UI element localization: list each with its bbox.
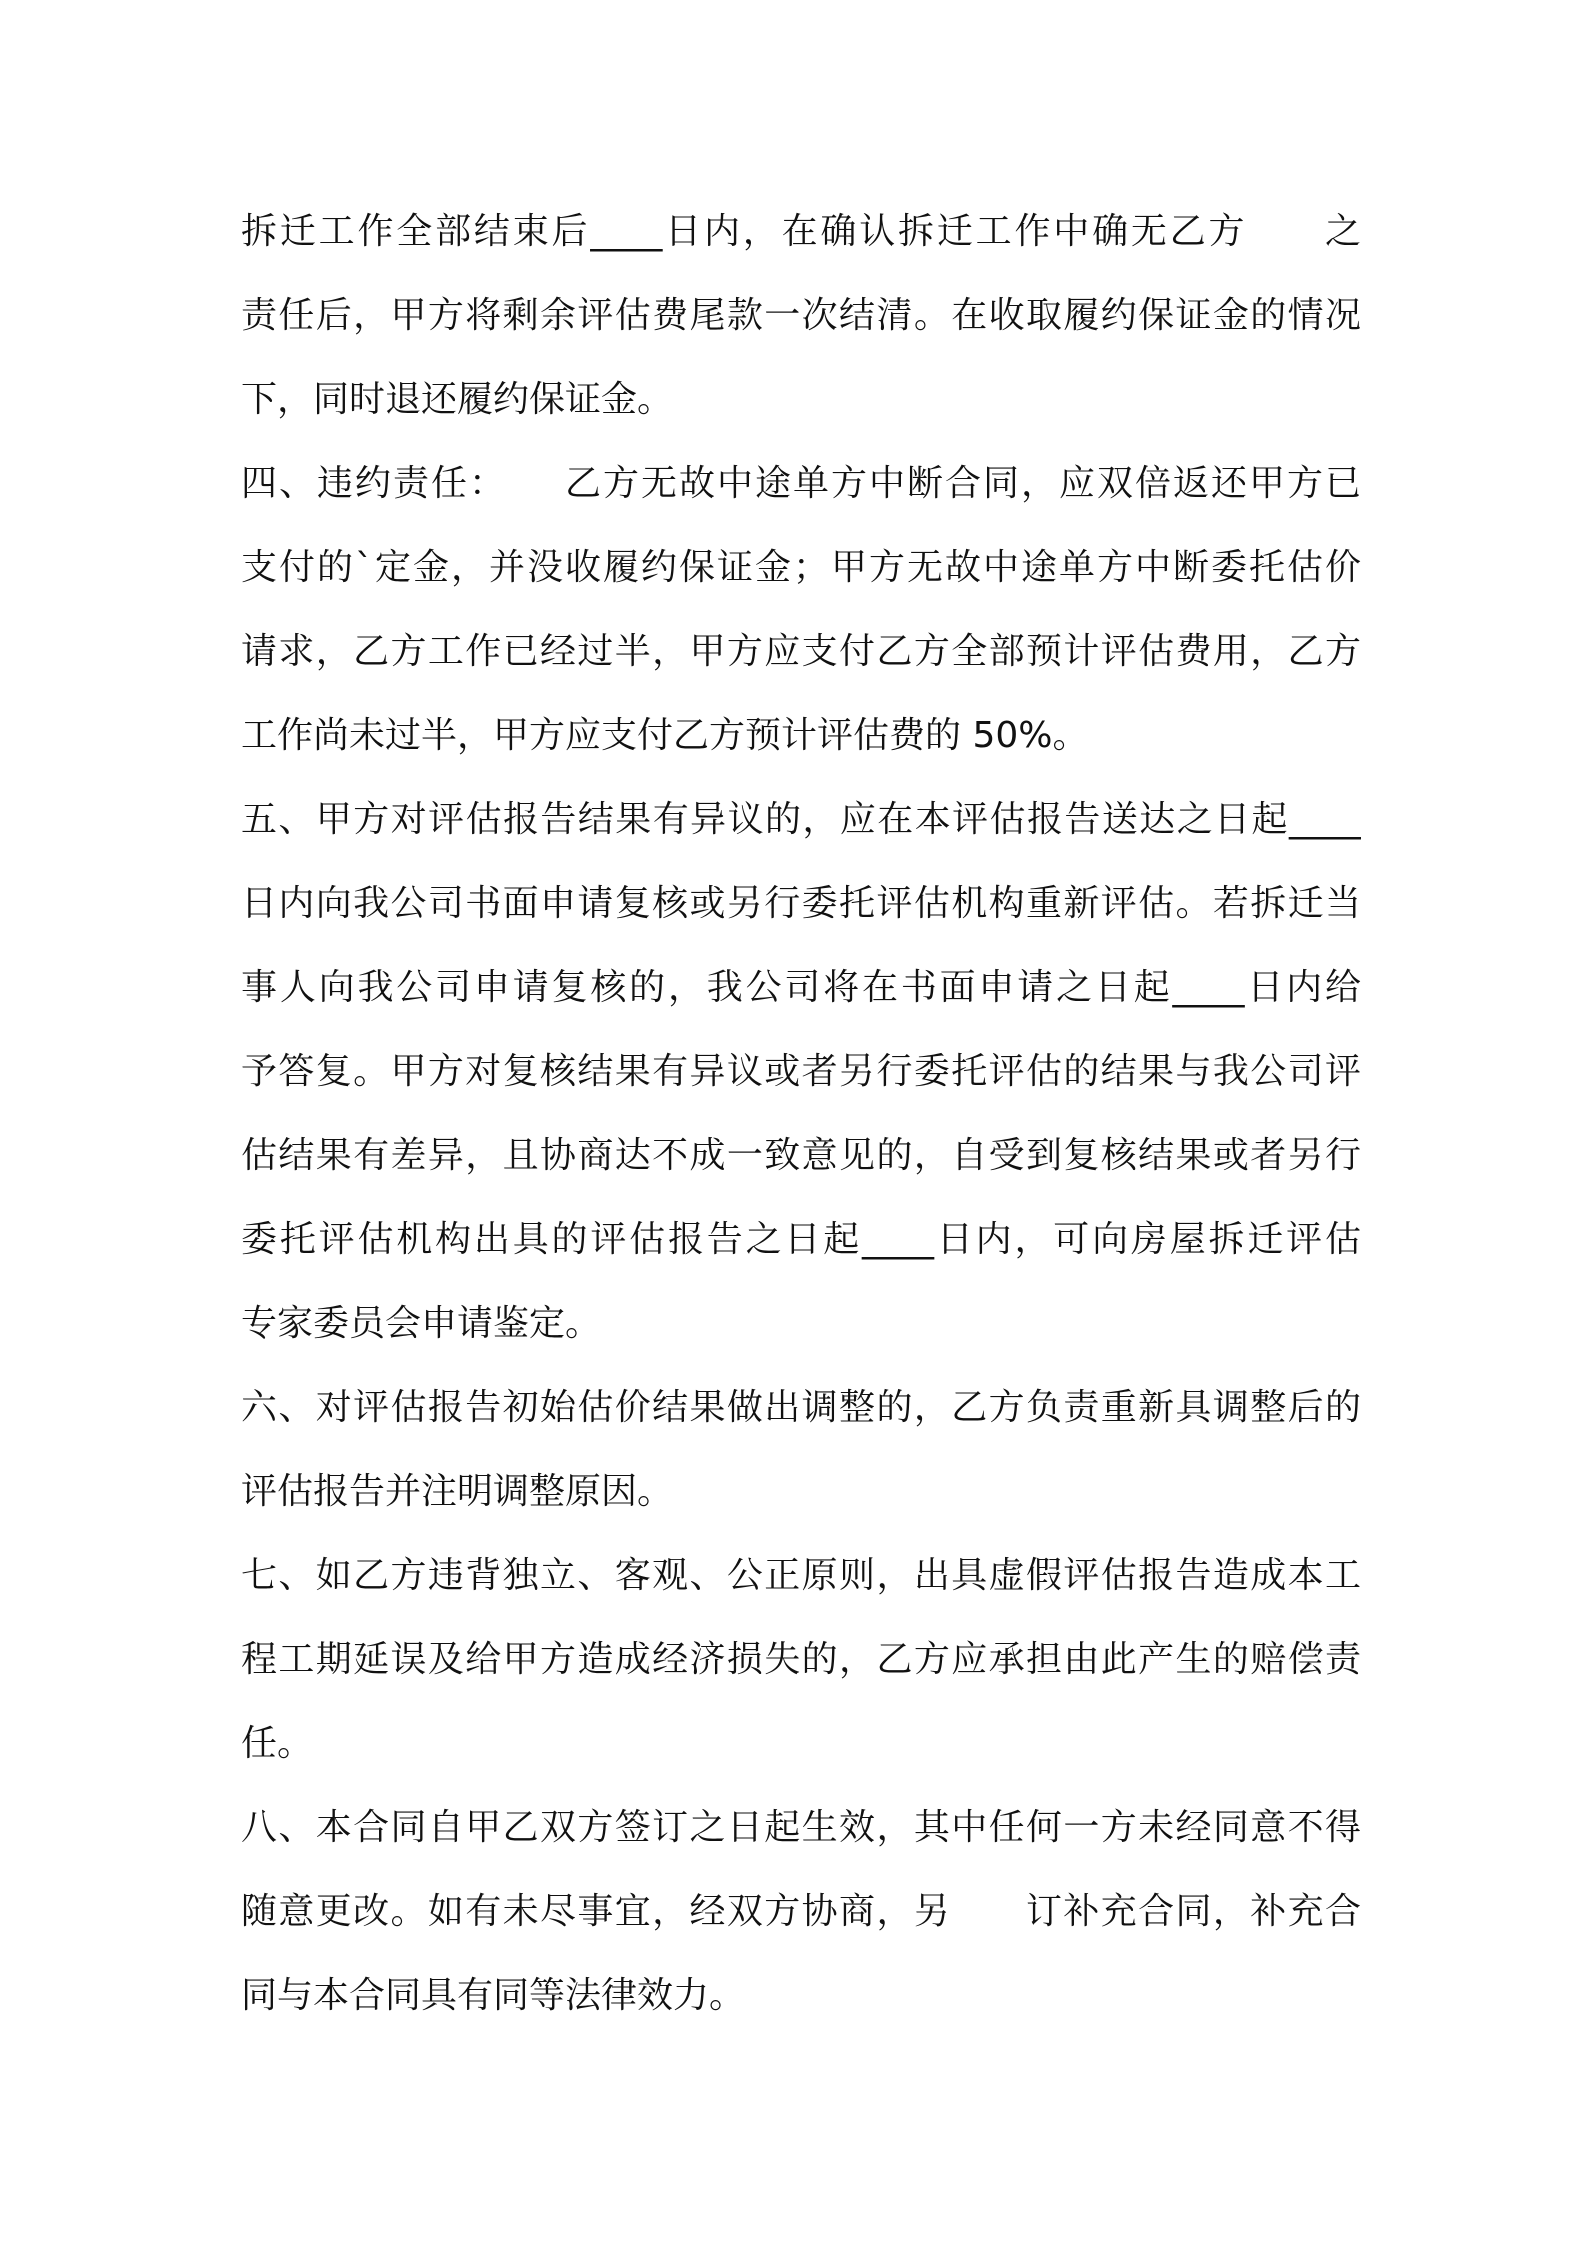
- text-line: 下，同时退还履约保证金。: [241, 379, 674, 420]
- text-line: 六、对评估报告初始估价结果做出调整的，乙方负责重新具调整后的: [241, 1387, 1361, 1428]
- text-line: 予答复。甲方对复核结果有异议或者另行委托评估的结果与我公司评: [241, 1051, 1361, 1092]
- document-body: [241, 190, 1361, 2038]
- text-line: 委托评估机构出具的评估报告之日起____日内，可向房屋拆迁评估: [241, 1219, 1361, 1260]
- text-line: 支付的`定金，并没收履约保证金；甲方无故中途单方中断委托估价: [241, 547, 1361, 588]
- text-line: 四、违约责任： 乙方无故中途单方中断合同，应双倍返还甲方已: [241, 463, 1361, 504]
- text-line: 工作尚未过半，甲方应支付乙方预计评估费的 50%。: [241, 715, 1089, 756]
- paragraph-breach-liability: [241, 442, 1361, 778]
- text-line: 同与本合同具有同等法律效力。: [241, 1975, 746, 2016]
- text-line: 拆迁工作全部结束后____日内，在确认拆迁工作中确无乙方 之: [241, 211, 1361, 252]
- paragraph-evaluation-fee-settlement: [241, 190, 1361, 442]
- paragraph-effectiveness: [241, 1786, 1361, 2038]
- text-line: 八、本合同自甲乙双方签订之日起生效，其中任何一方未经同意不得: [241, 1807, 1361, 1848]
- paragraph-compensation-liability: [241, 1534, 1361, 1786]
- text-line: 程工期延误及给甲方造成经济损失的，乙方应承担由此产生的赔偿责: [241, 1639, 1361, 1680]
- paragraph-result-adjustment: [241, 1366, 1361, 1534]
- text-line: 随意更改。如有未尽事宜，经双方协商，另 订补充合同，补充合: [241, 1891, 1361, 1932]
- paragraph-objection-review: [241, 778, 1361, 1366]
- text-line: 任。: [241, 1723, 314, 1764]
- text-line: 评估报告并注明调整原因。: [241, 1471, 674, 1512]
- text-line: 请求，乙方工作已经过半，甲方应支付乙方全部预计评估费用，乙方: [241, 631, 1361, 672]
- text-line: 日内向我公司书面申请复核或另行委托评估机构重新评估。若拆迁当: [241, 883, 1361, 924]
- text-line: 事人向我公司申请复核的，我公司将在书面申请之日起____日内给: [241, 967, 1361, 1008]
- text-line: 专家委员会申请鉴定。: [241, 1303, 602, 1344]
- text-line: 五、甲方对评估报告结果有异议的，应在本评估报告送达之日起____: [241, 799, 1361, 840]
- text-line: 责任后，甲方将剩余评估费尾款一次结清。在收取履约保证金的情况: [241, 295, 1361, 336]
- text-line: 七、如乙方违背独立、客观、公正原则，出具虚假评估报告造成本工: [241, 1555, 1361, 1596]
- text-line: 估结果有差异，且协商达不成一致意见的，自受到复核结果或者另行: [241, 1135, 1361, 1176]
